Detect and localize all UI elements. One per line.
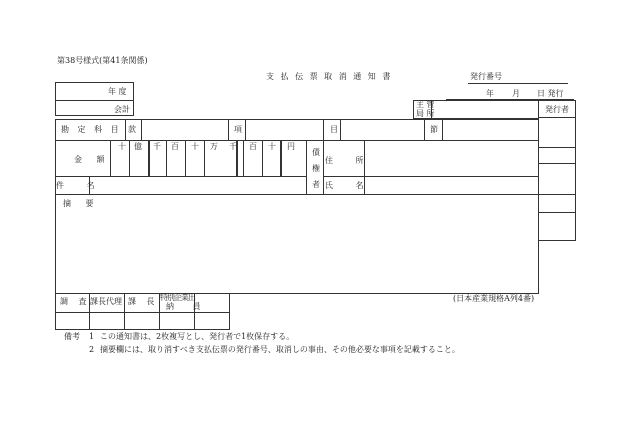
signature-divider <box>124 293 125 330</box>
fiscal-year-label: 年 度 <box>108 87 127 96</box>
creditor-label-3: 者 <box>312 180 320 189</box>
summary-row-line <box>55 194 539 195</box>
budget-divider <box>141 119 142 140</box>
summary-label: 摘 要 <box>63 199 100 208</box>
budget-divider <box>125 119 126 140</box>
digit-divider <box>204 140 205 176</box>
digit-label: 千 <box>153 142 161 151</box>
month-label: 月 <box>512 89 520 98</box>
digit-divider <box>243 140 244 176</box>
subject-divider <box>89 176 90 194</box>
digit-divider <box>148 140 150 176</box>
digit-label: 百 <box>171 142 179 151</box>
chief-office-label-1: 主 管 <box>416 100 435 109</box>
notes-label: 備考 <box>64 332 80 341</box>
budget-divider <box>323 119 324 140</box>
standard-note: (日本産業規格A列4番) <box>453 294 535 303</box>
creditor-label-1: 債 <box>312 148 320 157</box>
budget-row-line <box>55 140 539 141</box>
address-label: 住 所 <box>325 156 374 165</box>
amount-right-border <box>306 140 307 194</box>
special-label-2: 納 員 <box>166 302 209 311</box>
day-issue-label: 日 発行 <box>537 89 564 98</box>
amount-divider <box>110 140 111 176</box>
digit-label: 万 <box>210 142 218 151</box>
issuer-row-line <box>538 117 576 118</box>
budget-divider <box>340 119 341 140</box>
digit-label: 十 <box>191 142 199 151</box>
moku-label: 目 <box>330 125 338 134</box>
year-label: 年 <box>486 89 494 98</box>
digit-divider <box>129 140 130 176</box>
kan-label: 款 <box>128 125 136 134</box>
budget-divider <box>442 119 443 140</box>
issue-number-line <box>468 83 568 84</box>
issuer-column <box>538 100 576 241</box>
creditor-label-2: 権 <box>312 164 320 173</box>
main-table <box>55 119 539 294</box>
note-2-text: 摘要欄には、取り消すべき支払伝票の発行番号、取消しの事由、その他必要な事項を記載すること。 <box>100 345 460 354</box>
form-title: 支 払 伝 票 取 消 通 知 書 <box>266 72 393 81</box>
digit-divider <box>262 140 263 176</box>
digit-label: 円 <box>287 142 295 151</box>
note-1-number: 1 <box>89 332 95 341</box>
issuer-row-line <box>538 163 576 164</box>
account-label: 会計 <box>114 105 130 114</box>
creditor-divider <box>323 140 324 194</box>
account-title-label: 勘 定 科 目 <box>61 125 122 134</box>
kou-label: 項 <box>234 125 242 134</box>
setsu-label: 節 <box>430 125 438 134</box>
issuer-row-line <box>538 194 576 195</box>
note-2-number: 2 <box>89 345 95 354</box>
name-label: 氏 名 <box>325 181 374 190</box>
chief-office-label-2: 局 所 <box>416 109 435 118</box>
digit-divider <box>280 140 282 176</box>
deputy-label: 課長代理 <box>90 297 122 306</box>
special-label-1: 特別企業出 <box>160 293 195 302</box>
digit-label: 十 <box>268 142 276 151</box>
issuer-row-line <box>538 212 576 213</box>
budget-divider <box>424 119 425 140</box>
digit-label: 億 <box>134 142 142 151</box>
digit-label: 千 <box>229 142 237 151</box>
fiscal-year-divider <box>55 100 134 101</box>
digit-divider <box>185 140 186 176</box>
budget-divider <box>245 119 246 140</box>
audit-label: 調 査 <box>60 297 91 306</box>
issuer-row-line <box>538 147 576 148</box>
creditor-row-line <box>323 176 539 177</box>
chief-label: 課 長 <box>128 297 159 306</box>
form-style-number: 第38号様式(第41条関係) <box>57 56 148 65</box>
signature-row-line <box>55 312 230 313</box>
note-1-text: この通知書は、2枚複写とし、発行者で1枚保存する。 <box>100 332 295 341</box>
subject-label: 件 名 <box>56 181 105 190</box>
digit-label: 百 <box>249 142 257 151</box>
budget-divider <box>228 119 229 140</box>
amount-label: 金 額 <box>74 155 111 164</box>
subject-row-line <box>55 176 306 177</box>
digit-divider <box>166 140 167 176</box>
issuer-label: 発行者 <box>545 105 569 114</box>
issue-number-label: 発行番号 <box>470 72 502 81</box>
digit-label: 十 <box>118 142 126 151</box>
